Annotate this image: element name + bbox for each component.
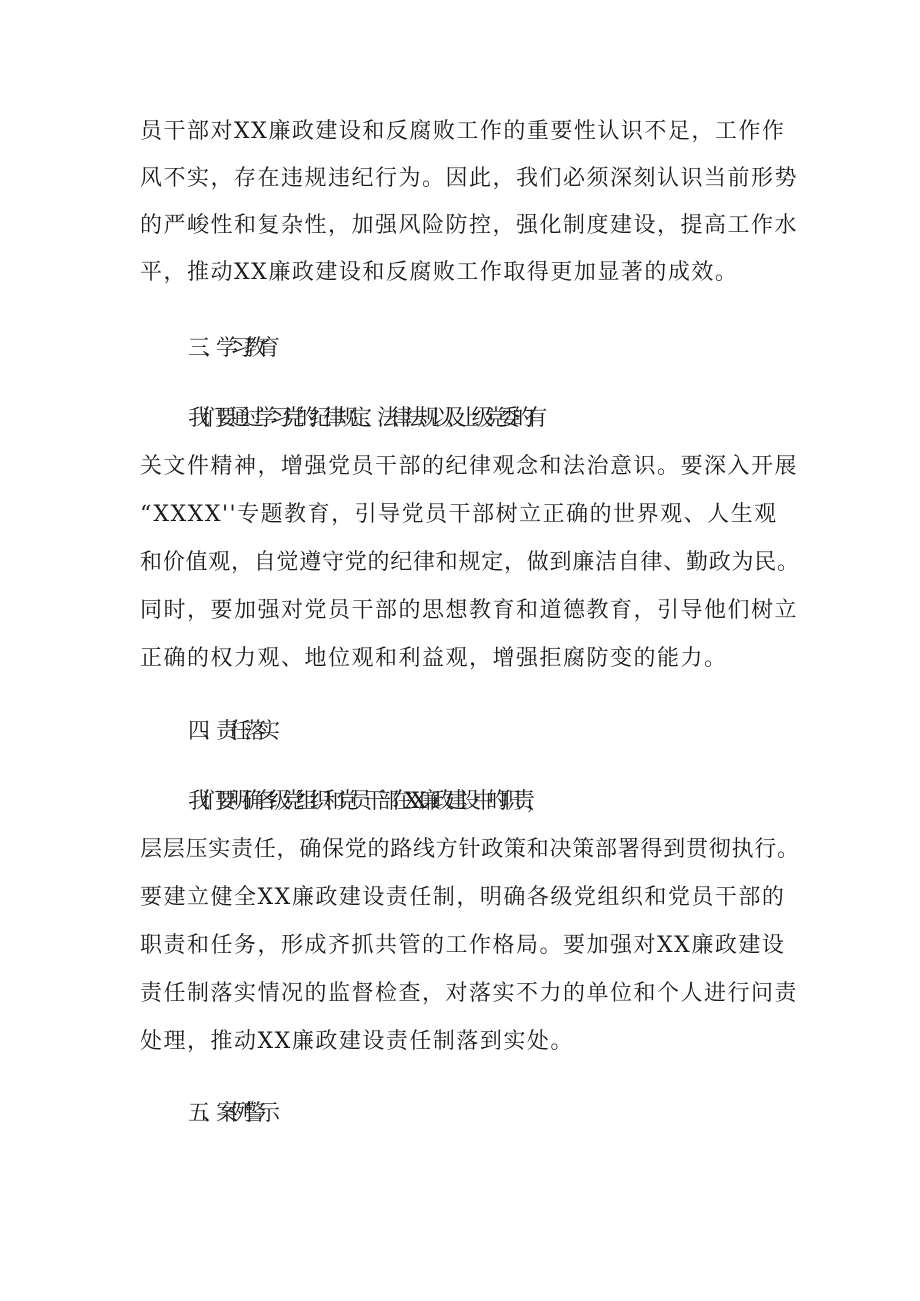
paragraph-line: 同时，要加强对党员干部的思想教育和道德教育，引导他们树立 <box>140 598 799 623</box>
section-heading-learning: 三、学习教育 <box>188 336 273 361</box>
section-heading-case-warning: 五、案例警示 <box>188 1101 273 1126</box>
paragraph-line: 责任制落实情况的监督检查，对落实不力的单位和个人进行问责 <box>140 981 799 1006</box>
paragraph-line: 关文件精神，增强党员干部的纪律观念和法治意识。要深入开展 <box>140 454 799 479</box>
section-heading-responsibility: 四、责任落实 <box>188 719 273 744</box>
paragraph-line: 我们要通过学习党的纪律规定、法律法规以及上级党委的有 <box>188 406 540 431</box>
paragraph-line: 职责和任务，形成齐抓共管的工作格局。要加强对XX廉政建设 <box>140 933 786 958</box>
paragraph-line: 风不实，存在违规违纪行为。因此，我们必须深刻认识当前形势 <box>140 166 799 191</box>
paragraph-line: 要建立健全XX廉政建设责任制，明确各级党组织和党员干部的 <box>140 885 786 910</box>
paragraph-line: 的严峻性和复杂性，加强风险防控，强化制度建设，提高工作水 <box>140 213 799 238</box>
paragraph-line: 平，推动XX廉政建设和反腐败工作取得更加显著的成效。 <box>140 260 739 285</box>
paragraph-line: 正确的权力观、地位观和利益观，增强拒腐防变的能力。 <box>140 646 728 671</box>
paragraph-line: 和价值观，自觉遵守党的纪律和规定，做到廉洁自律、勤政为民。 <box>140 550 800 575</box>
paragraph-line: 处理，推动XX廉政建设责任制落到实处。 <box>140 1029 574 1054</box>
paragraph-line: “XXXX''专题教育，引导党员干部树立正确的世界观、人生观 <box>140 502 778 527</box>
paragraph-line: 我们要明确各级党组织和党员干部在XX廉政建设中的职责， <box>188 789 540 814</box>
paragraph-line: 层层压实责任，确保党的路线方针政策和决策部署得到贯彻执行。 <box>140 837 800 862</box>
paragraph-line: 员干部对XX廉政建设和反腐败工作的重要性认识不足，工作作 <box>140 119 786 144</box>
